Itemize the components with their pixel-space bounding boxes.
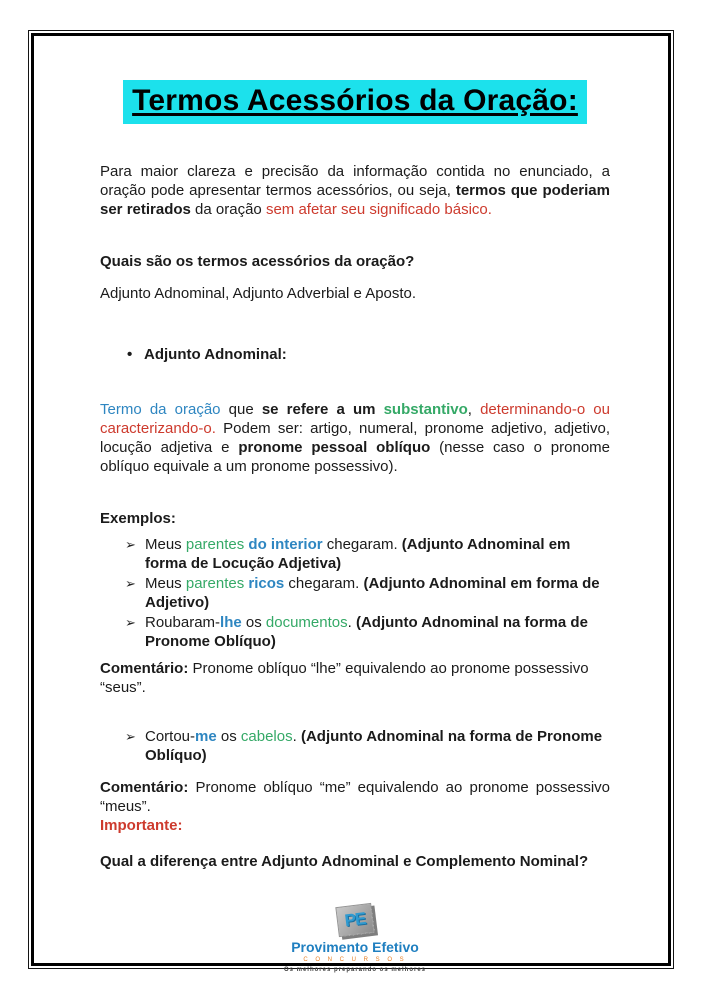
text-segment-blue: lhe [220, 614, 242, 631]
logo-cube-icon [335, 903, 374, 937]
comment-label: Comentário: [100, 779, 189, 796]
text-segment: , [467, 401, 481, 418]
text-segment: . [292, 728, 301, 745]
text-segment: . [347, 614, 356, 631]
text-segment-red: sem afetar seu significado básico. [265, 201, 492, 218]
list-item-text [145, 613, 610, 651]
page-border-outer [28, 30, 674, 973]
text-segment-bold: (Adjunto Adnominal em forma de Locução Adjetiva) [145, 536, 571, 572]
list-item-text [145, 535, 610, 573]
list-item [100, 574, 610, 612]
text-segment-bold: pronome pessoal oblíquo [238, 439, 431, 456]
examples-list [100, 535, 610, 651]
logo-initials: PE [343, 908, 367, 931]
text-segment-bold: termos que poderiam ser retirados [100, 182, 610, 218]
text-segment-blue: Termo da oração [100, 401, 221, 418]
text-segment: Cortou- [145, 728, 196, 745]
arrow-bullet-icon: ➢ [125, 537, 136, 552]
text-segment-green: parentes [185, 536, 245, 553]
page-title: Termos Acessórios da Oração: [123, 80, 587, 124]
text-segment-green: documentos [265, 614, 348, 631]
text-segment-bold: (Adjunto Adnominal na forma de Pronome Oblíquo) [145, 728, 603, 764]
question-heading: Quais são os termos acessórios da oração? [100, 253, 415, 270]
list-item-text [145, 574, 610, 612]
text-segment: Pronome oblíquo “me” equivalendo ao pronome possessivo “meus”. [100, 779, 610, 815]
examples-heading: Exemplos: [100, 510, 176, 527]
text-segment: os [216, 728, 241, 745]
brand-logo [100, 905, 610, 974]
title-container [100, 80, 610, 124]
text-segment: (nesse caso o pronome oblíquo equivale a um pronome possessivo). [100, 439, 611, 475]
text-segment-blue: me [195, 728, 217, 745]
page-border-inner [31, 33, 671, 973]
important-label: Importante: [100, 817, 183, 834]
text-segment: os [241, 614, 266, 631]
text-segment: Roubaram- [145, 614, 221, 631]
text-segment: que [220, 401, 262, 418]
text-segment-blue: ricos [248, 575, 285, 592]
intro-paragraph [100, 162, 610, 219]
text-segment-green: parentes [185, 575, 245, 592]
logo-tagline: Os melhores preparando os melhores [283, 967, 427, 973]
text-segment-green: substantivo [383, 401, 468, 418]
text-segment: chegaram. [322, 536, 402, 553]
important-question: Qual a diferença entre Adjunto Adnominal e Complemento Nominal? [100, 853, 589, 870]
text-segment-green: cabelos [240, 728, 293, 745]
topic-bullet-row [100, 345, 610, 364]
arrow-bullet-icon: ➢ [125, 615, 136, 630]
comment-paragraph [100, 778, 610, 816]
text-segment-bold: se refere a um [261, 401, 384, 418]
arrow-bullet-icon: ➢ [125, 576, 136, 591]
definition-paragraph [100, 400, 610, 476]
bullet-icon: • [127, 346, 133, 363]
text-segment: Meus [145, 575, 186, 592]
text-segment: Podem ser: artigo, numeral, pronome adjetivo, adjetivo, locução adjetiva e [100, 420, 610, 456]
text-segment-bold: (Adjunto Adnominal na forma de Pronome Oblíquo) [145, 614, 588, 650]
logo-subtitle: C O N C U R S O S [303, 957, 407, 963]
comment-label: Comentário: [100, 660, 189, 677]
text-segment: Pronome oblíquo “lhe” equivalendo ao pronome possessivo “seus”. [100, 660, 589, 696]
text-segment-bold: (Adjunto Adnominal em forma de Adjetivo) [145, 575, 600, 611]
text-segment: da oração [190, 201, 266, 218]
list-item [100, 535, 610, 573]
text-segment: Meus [145, 536, 186, 553]
logo-name: Provimento Efetivo [291, 939, 419, 955]
text-segment: chegaram. [284, 575, 364, 592]
list-item-text [145, 727, 610, 765]
text-segment-blue: do interior [248, 536, 323, 553]
text-segment-red: determinando-o ou caracterizando-o. [100, 401, 610, 437]
arrow-bullet-icon: ➢ [125, 729, 136, 744]
list-item [100, 613, 610, 651]
list-item [100, 727, 610, 765]
question-answer: Adjunto Adnominal, Adjunto Adverbial e Aposto. [100, 285, 417, 302]
topic-label: Adjunto Adnominal: [144, 346, 287, 363]
text-segment: Para maior clareza e precisão da informação contida no enunciado, a oração pode apresentar termos acessórios, ou seja, [100, 163, 610, 199]
comment-paragraph [100, 659, 610, 697]
